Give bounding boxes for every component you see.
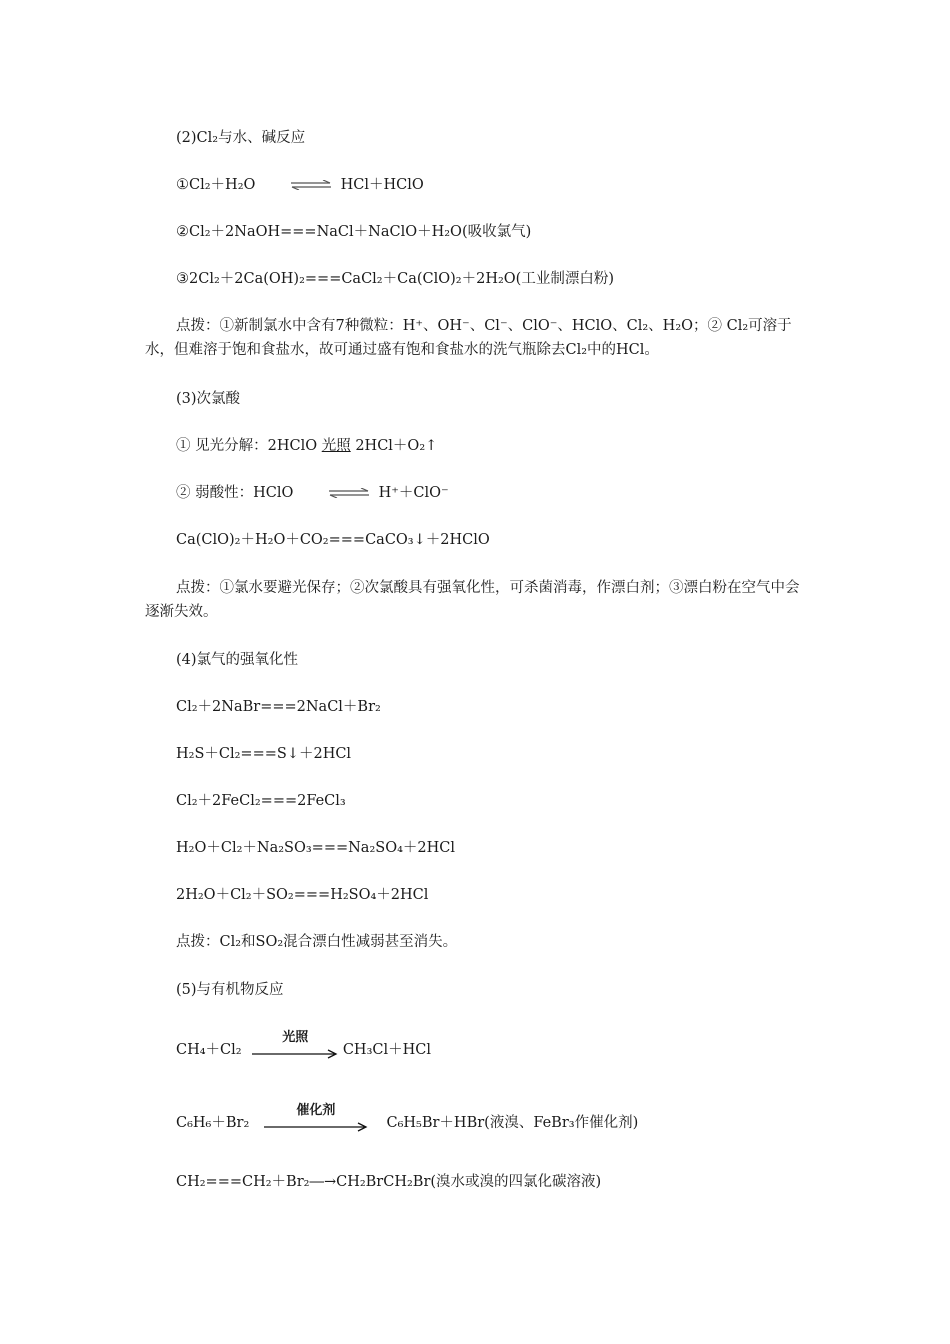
section4-heading: (4)氯气的强氧化性 bbox=[176, 652, 299, 668]
section2-eq1 bbox=[176, 175, 424, 195]
section4-eq: 2H₂O＋Cl₂＋SO₂===H₂SO₄＋2HCl bbox=[176, 887, 429, 903]
section4-eq: H₂O＋Cl₂＋Na₂SO₃===Na₂SO₄＋2HCl bbox=[176, 840, 455, 856]
right-arrow-icon bbox=[252, 1048, 338, 1060]
section5-eq1 bbox=[176, 1030, 431, 1060]
reaction-arrow bbox=[264, 1103, 368, 1133]
section4-tip: 点拨：Cl₂和SO₂混合漂白性减弱甚至消失。 bbox=[176, 934, 458, 950]
section2-tip bbox=[145, 314, 805, 362]
section5-eq2-condition: 催化剂 bbox=[296, 1103, 336, 1118]
section2-tip-text: 点拨：①新制氯水中含有7种微粒：H⁺、OH⁻、Cl⁻、ClO⁻、HClO、Cl₂、H₂O；② Cl₂可溶于水，但难溶于饱和食盐水，故可通过盛有饱和食盐水的洗气瓶除去Cl₂中的HCl。 bbox=[145, 318, 792, 358]
section2-eq1-left: ①Cl₂＋H₂O bbox=[176, 177, 256, 193]
section5-eq2-right: C₆H₅Br＋HBr(液溴、FeBr₃作催化剂) bbox=[386, 1115, 639, 1131]
section4-eq: H₂S＋Cl₂===S↓＋2HCl bbox=[176, 746, 352, 762]
section5-eq1-right: CH₃Cl＋HCl bbox=[342, 1042, 431, 1058]
section3-tip bbox=[145, 576, 805, 624]
section3-eq1-left: ① 见光分解：2HClO bbox=[176, 438, 318, 454]
section3-tip-text: 点拨：①氯水要避光保存；②次氯酸具有强氧化性，可杀菌消毒，作漂白剂；③漂白粉在空气中会逐渐失效。 bbox=[145, 580, 800, 620]
section3-eq2-right: H⁺＋ClO⁻ bbox=[378, 485, 449, 501]
section5-eq2-left: C₆H₆＋Br₂ bbox=[176, 1115, 250, 1131]
section5-eq2 bbox=[176, 1103, 639, 1133]
section4-eq: Cl₂＋2NaBr===2NaCl＋Br₂ bbox=[176, 699, 381, 715]
section5-eq1-condition: 光照 bbox=[282, 1030, 309, 1045]
section5-heading: (5)与有机物反应 bbox=[176, 982, 284, 998]
section3-heading: (3)次氯酸 bbox=[176, 391, 241, 407]
section3-eq1 bbox=[176, 436, 437, 456]
reaction-arrow bbox=[252, 1030, 338, 1060]
section3-eq3: Ca(ClO)₂＋H₂O＋CO₂===CaCO₃↓＋2HClO bbox=[176, 532, 490, 548]
right-arrow-icon bbox=[264, 1121, 368, 1133]
section4-eq: Cl₂＋2FeCl₂===2FeCl₃ bbox=[176, 793, 346, 809]
section5-eq3: CH₂===CH₂＋Br₂―→CH₂BrCH₂Br(溴水或溴的四氯化碳溶液) bbox=[176, 1174, 602, 1190]
reversible-arrow-icon bbox=[290, 180, 332, 190]
section2-eq2: ②Cl₂＋2NaOH===NaCl＋NaClO＋H₂O(吸收氯气) bbox=[176, 224, 532, 240]
section3-eq2-left: ② 弱酸性：HClO bbox=[176, 485, 294, 501]
section3-eq2 bbox=[176, 483, 449, 503]
reversible-arrow-icon bbox=[328, 488, 370, 498]
section3-eq1-right: 2HCl＋O₂↑ bbox=[355, 438, 438, 454]
section3-eq1-condition: 光照 bbox=[321, 438, 351, 454]
section2-heading: (2)Cl₂与水、碱反应 bbox=[176, 130, 306, 146]
section2-eq3: ③2Cl₂＋2Ca(OH)₂===CaCl₂＋Ca(ClO)₂＋2H₂O(工业制漂白粉) bbox=[176, 271, 614, 287]
section5-eq1-left: CH₄＋Cl₂ bbox=[176, 1042, 242, 1058]
section2-eq1-right: HCl＋HClO bbox=[340, 177, 424, 193]
